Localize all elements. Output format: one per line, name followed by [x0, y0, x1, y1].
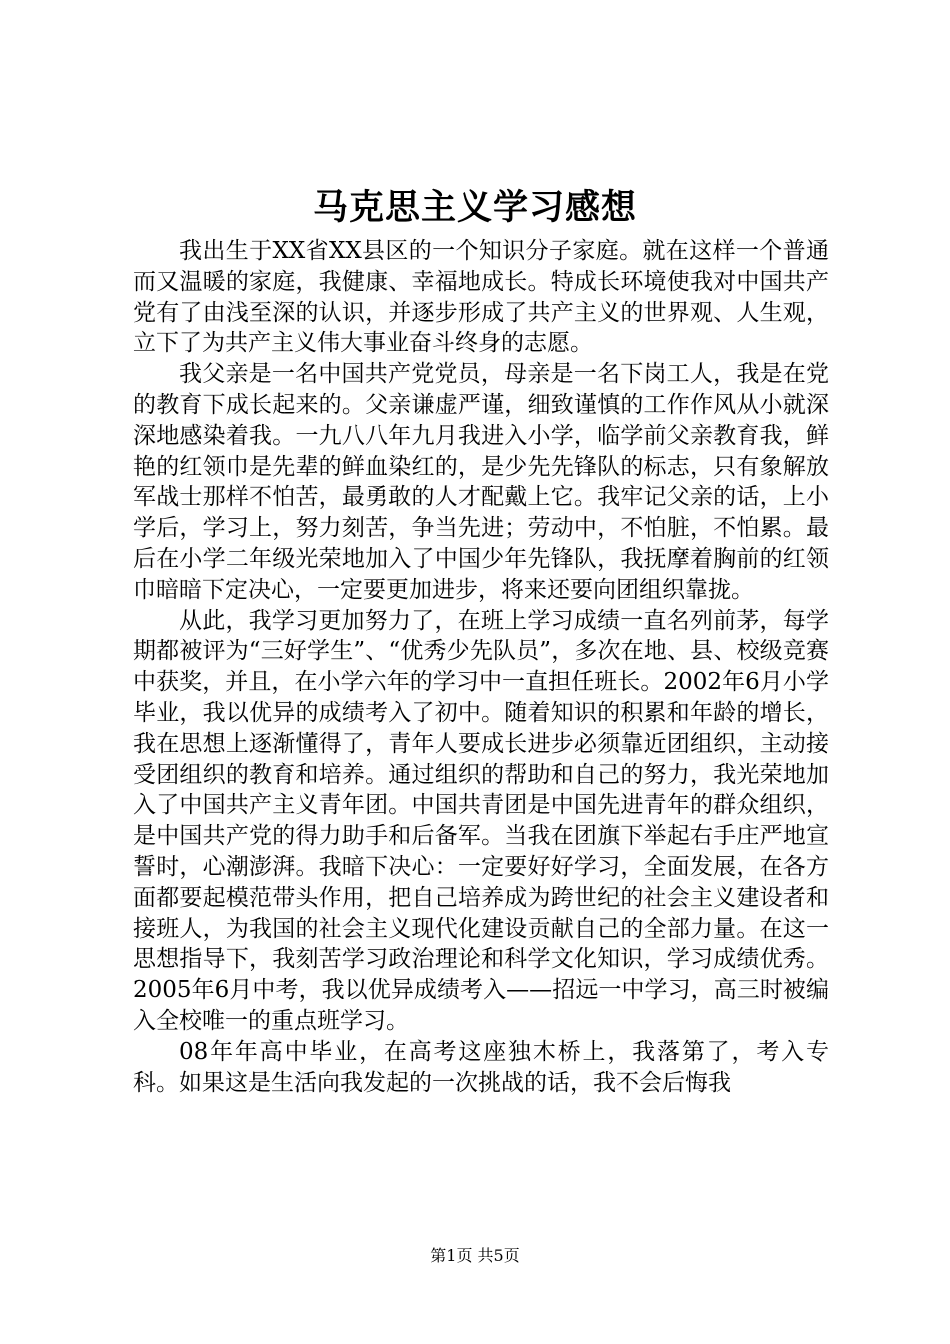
- document-body: [133, 236, 829, 1098]
- page-title: 马克思主义学习感想: [312, 187, 637, 228]
- paragraph-4: 08年年高中毕业，在高考这座独木桥上，我落第了，考入专科。如果这是生活向我发起的一次挑战的话，我不会后悔我: [133, 1038, 829, 1096]
- paragraph-3: 从此，我学习更加努力了，在班上学习成绩一直名列前茅，每学期都被评为“三好学生”、“优秀少先队员”，多次在地、县、校级竞赛中获奖，并且，在小学六年的学习中一直担任班长。2002年6月小学毕业，我以优异的成绩考入了初中。随着知识的积累和年龄的增长，我在思想上逐渐懂得了，青年人要成长进步必须靠近团组织，主动接受团组织的教育和培养。通过组织的帮助和自己的努力，我光荣地加入了中国共产主义青年团。中国共青团是中国先进青年的群众组织，是中国共产党的得力助手和后备军。当我在团旗下举起右手庄严地宣誓时，心潮澎湃。我暗下决心：一定要好好学习，全面发展，在各方面都要起模范带头作用，把自己培养成为跨世纪的社会主义建设者和接班人，为我国的社会主义现代化建设贡献自己的全部力量。在这一思想指导下，我刻苦学习政治理论和科学文化知识，学习成绩优秀。2005年6月中考，我以优异成绩考入——招远一中学习，高三时被编入全校唯一的重点班学习。: [133, 607, 829, 1034]
- page-footer: 第1页 共5页: [430, 1246, 520, 1265]
- paragraph-2: 我父亲是一名中国共产党党员，母亲是一名下岗工人，我是在党的教育下成长起来的。父亲谦虚严谨，细致谨慎的工作作风从小就深深地感染着我。一九八八年九月我进入小学，临学前父亲教育我，鲜艳的红领巾是先辈的鲜血染红的，是少先先锋队的标志，只有象解放军战士那样不怕苦，最勇敢的人才配戴上它。我牢记父亲的话，上小学后，学习上，努力刻苦，争当先进；劳动中，不怕脏，不怕累。最后在小学二年级光荣地加入了中国少年先锋队，我抚摩着胸前的红领巾暗暗下定决心，一定要更加进步，将来还要向团组织靠拢。: [133, 361, 829, 603]
- paragraph-1: 我出生于XX省XX县区的一个知识分子家庭。就在这样一个普通而又温暖的家庭，我健康、幸福地成长。特成长环境使我对中国共产党有了由浅至深的认识，并逐步形成了共产主义的世界观、人生观，立下了为共产主义伟大事业奋斗终身的志愿。: [133, 238, 829, 357]
